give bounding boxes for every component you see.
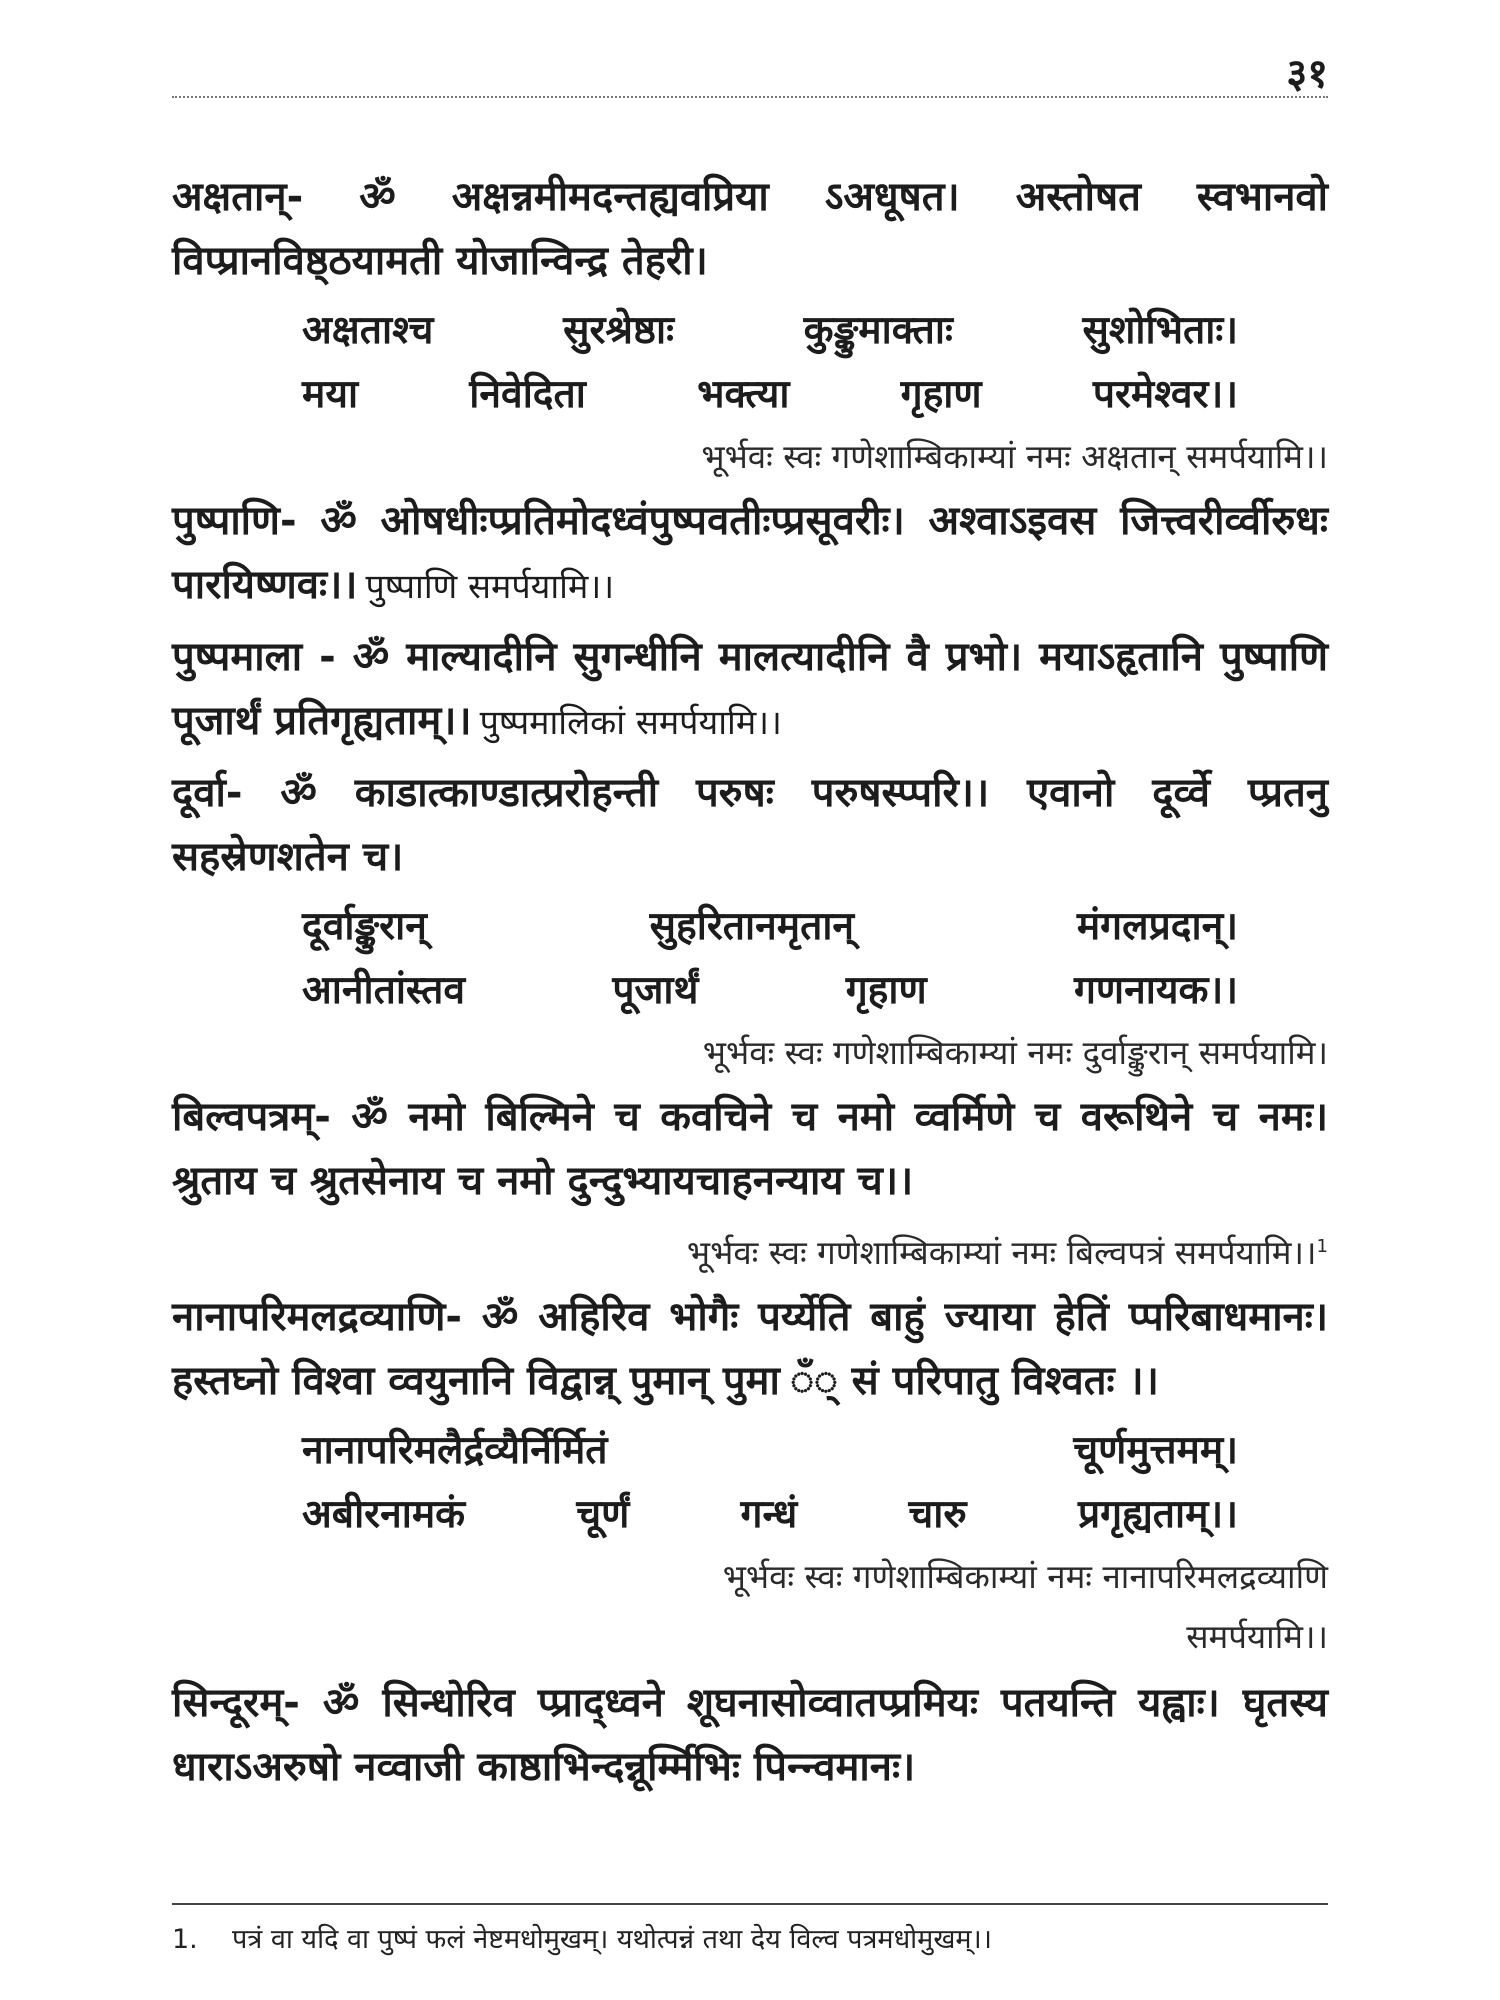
section-label-pushpani: पुष्पाणि- — [172, 498, 297, 544]
verse-word: गन्धं — [740, 1492, 798, 1537]
footnote-number: 1. — [172, 1924, 198, 1955]
verse-word: नानापरिमलैर्द्रव्यैर्निर्मितं — [302, 1428, 608, 1473]
samarpan-bilvapatra — [172, 1219, 1328, 1281]
verse-word: आनीतांस्तव — [302, 968, 466, 1013]
verse-akshata-line-2 — [172, 363, 1328, 427]
mantra-akshata — [172, 165, 1328, 293]
section-label-nanaparimala: नानापरिमलद्रव्याणि- — [172, 1294, 462, 1340]
section-label-durva: दूर्वा- — [172, 770, 243, 816]
verse-word: गणनायक।। — [1073, 968, 1239, 1013]
verse-nanaparimala-line-1 — [172, 1419, 1328, 1483]
verse-word: परमेश्वर।। — [1092, 372, 1239, 417]
mantra-text-pushpani: ॐ ओषधीःप्प्रतिमोदध्वंपुष्पवतीःप्प्रसूवरीः। अश्वाऽइवस जित्त्वरीर्व्वीरुधः पारयिष्णवः।। — [172, 498, 1328, 608]
verse-word: भक्त्या — [697, 372, 790, 417]
verse-word: कुङ्कुमाक्ताः — [803, 308, 953, 353]
samarpan-nanaparimala-line-1: भूर्भवः स्वः गणेशाम्बिकाम्यां नमः नानापरिमलद्रव्याणि — [722, 1557, 1328, 1596]
samarpan-text-bilvapatra: भूर्भवः स्वः गणेशाम्बिकाम्यां नमः बिल्वपत्रं समर्पयामि।। — [686, 1233, 1317, 1272]
mantra-text-sindura: ॐ सिन्धोरिव प्प्राद्ध्वने शूघनासोव्वातप्प्रमियः पतयन्ति यह्वाः। घृतस्य धाराऽअरुषो नव्वाजी काष्ठाभिन्दन्नूर्म्मिभिः पिन्न्वमानः। — [172, 1680, 1328, 1790]
mantra-text-pushpamala: ॐ माल्यादीनि सुगन्धीनि मालत्यादीनि वै प्रभो। मयाऽहृतानि पुष्पाणि पूजार्थं प्रतिगृह्यताम्।। — [172, 634, 1328, 744]
mantra-bilvapatra — [172, 1085, 1328, 1213]
mantra-durva — [172, 761, 1328, 889]
verse-word: चूर्णं — [576, 1492, 630, 1537]
verse-word: गृहाण — [900, 372, 982, 417]
mantra-text-akshata: ॐ अक्षन्नमीमदन्तह्यवप्रिया ऽअधूषत। अस्तोषत स्वभानवो विप्प्रानविष्ठ्ठयामती योजान्विन्द्र तेहरी। — [172, 174, 1328, 284]
mantra-pushpani — [172, 489, 1328, 619]
mantra-text-nanaparimala: ॐ अहिरिव भोगैः पर्य्येति बाहुं ज्याया हेतिं प्परिबाधमानः। हस्तघ्नो विश्वा व्वयुनानि विद्वान्न् पुमान् पुमा ँ् सं परिपातु विश्वतः ।। — [172, 1294, 1328, 1404]
section-label-bilvapatra: बिल्वपत्रम्- — [172, 1094, 331, 1140]
verse-word: प्रगृह्यताम्।। — [1077, 1492, 1238, 1537]
verse-word: चूर्णमुत्तमम्। — [1073, 1428, 1238, 1473]
verse-word: सुशोभिताः। — [1082, 308, 1239, 353]
section-label-sindura: सिन्दूरम्- — [172, 1680, 300, 1726]
footnote — [172, 1918, 1328, 1962]
verse-durva-line-1 — [172, 895, 1328, 959]
samarpan-nanaparimala-line-2: समर्पयामि।। — [1186, 1617, 1328, 1656]
section-label-akshata: अक्षतान्- — [172, 174, 304, 220]
mantra-sindura — [172, 1671, 1328, 1799]
mantra-text-bilvapatra: ॐ नमो बिल्मिने च कवचिने च नमो व्वर्मिणे च वरूथिने च नमः। श्रुताय च श्रुतसेनाय च नमो दुन्दुभ्यायचाहनन्याय च।। — [172, 1094, 1328, 1204]
verse-word: सुहरितानमृतान् — [649, 904, 855, 949]
samarpan-pushpani: पुष्पाणि समर्पयामि।। — [365, 567, 615, 607]
verse-word: दूर्वाङ्कुरान् — [302, 904, 427, 949]
footnote-rule — [172, 1903, 1328, 1905]
samarpan-akshata: भूर्भवः स्वः गणेशाम्बिकाम्यां नमः अक्षतान् समर्पयामि।। — [701, 437, 1328, 476]
footnote-marker: 1 — [1316, 1236, 1328, 1257]
verse-nanaparimala-line-2 — [172, 1483, 1328, 1547]
verse-durva-line-2 — [172, 959, 1328, 1023]
verse-word: गृहाण — [845, 968, 927, 1013]
mantra-pushpamala — [172, 625, 1328, 755]
mantra-text-durva: ॐ काडात्काण्डात्प्ररोहन्ती परुषः परुषस्प्परि।। एवानो दूर्व्वे प्प्रतनु सहस्रेणशतेन च। — [172, 770, 1328, 880]
header-dotted-rule — [172, 96, 1328, 98]
samarpan-durva: भूर्भवः स्वः गणेशाम्बिकाम्यां नमः दुर्वाङ्कुरान् समर्पयामि। — [702, 1033, 1328, 1072]
verse-word: चारु — [908, 1492, 967, 1537]
verse-word: अक्षताश्च — [302, 308, 434, 353]
verse-akshata-line-1 — [172, 299, 1328, 363]
page-number: ३१ — [1286, 51, 1328, 97]
verse-word: मया — [302, 372, 359, 417]
page-body — [172, 165, 1328, 1805]
mantra-nanaparimala — [172, 1285, 1328, 1413]
samarpan-pushpamala: पुष्पमालिकां समर्पयामि।। — [479, 703, 782, 743]
verse-word: सुरश्रेष्ठाः — [563, 308, 674, 353]
footnote-text: पत्रं वा यदि वा पुष्पं फलं नेष्टमधोमुखम्। यथोत्पन्नं तथा देय विल्व पत्रमधोमुखम्।। — [232, 1924, 993, 1955]
verse-word: अबीरनामकं — [302, 1492, 466, 1537]
verse-word: निवेदिता — [469, 372, 586, 417]
section-label-pushpamala: पुष्पमाला - — [172, 634, 336, 680]
verse-word: मंगलप्रदान्। — [1076, 904, 1239, 949]
verse-word: पूजार्थं — [612, 968, 699, 1013]
